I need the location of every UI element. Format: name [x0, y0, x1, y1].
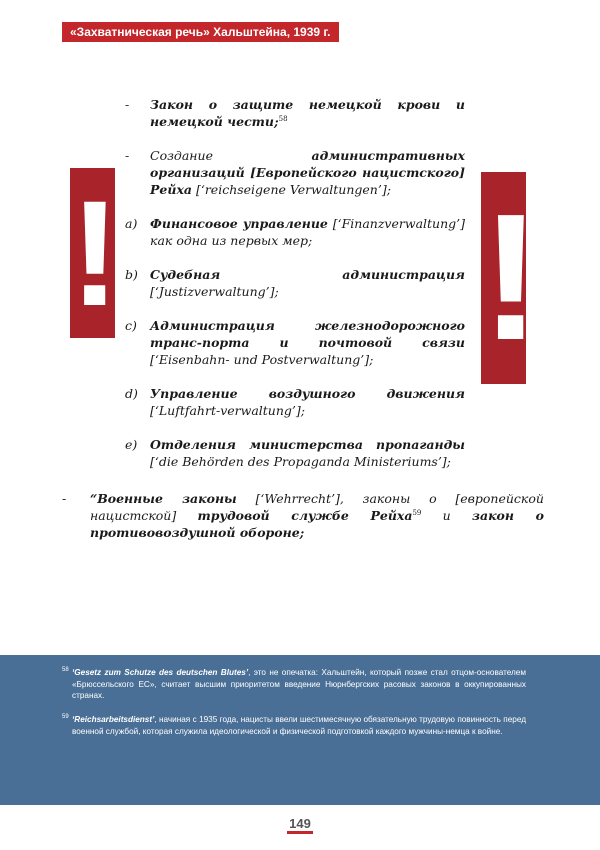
list-item-military-laws [62, 490, 544, 541]
chapter-header: «Захватническая речь» Хальштейна, 1939 г. [62, 22, 339, 42]
list-item [120, 215, 465, 249]
footnote-ref[interactable]: 59 [412, 508, 422, 517]
list-item [120, 436, 465, 470]
list-item [120, 96, 465, 130]
list-text: и [421, 508, 472, 523]
list-item [120, 385, 465, 419]
footnote-number: 59 [62, 714, 69, 720]
list-text: [‘Wehrrecht’], законы о [европейской нацистской] [90, 491, 544, 523]
footnote-number: 58 [62, 667, 69, 673]
exclamation-icon-right: ! [481, 172, 526, 384]
list-text: Управление воздушного движения [150, 386, 465, 401]
list-item [120, 317, 465, 368]
list-marker: d) [125, 386, 138, 401]
list-text: “Военные законы [90, 491, 237, 506]
list-text: Судебная администрация [150, 267, 465, 282]
list-marker: - [62, 491, 67, 506]
list [120, 96, 465, 487]
footnote-text: , начиная с 1935 года, нацисты ввели шестимесячную обязательную трудовую повинность перед военной службой, которая служила идеологической и физической подготовкой каждого мужчины-немца к войне. [72, 715, 526, 736]
footnotes-panel [0, 655, 600, 805]
list-text: [‘die Behörden des Propaganda Ministeriums’]; [150, 454, 451, 469]
list-marker: c) [125, 318, 137, 333]
exclamation-icon-left: ! [70, 169, 120, 337]
page-number [0, 816, 600, 831]
list-text: [‘Luftfahrt-verwaltung’]; [150, 403, 305, 418]
list-marker: b) [125, 267, 138, 282]
list-text: трудовой службе Рейха [197, 508, 413, 523]
footnote [62, 667, 526, 702]
footnote-term: ‘Reichsarbeitsdienst’ [72, 715, 155, 724]
footnote [62, 714, 526, 737]
list-marker: e) [125, 437, 138, 452]
list-item [120, 147, 465, 198]
list-marker: - [125, 97, 130, 112]
list-text: Создание [150, 148, 312, 163]
list-text: [‘Justizverwaltung’]; [150, 284, 279, 299]
list-text: [‘reichseigene Verwaltungen’]; [192, 182, 391, 197]
footnote-term: ‘Gesetz zum Schutze des deutschen Blutes’ [72, 668, 249, 677]
list-text: Отделения министерства пропаганды [150, 437, 465, 452]
list-text: Закон о защите немецкой крови и немецкой чести; [150, 97, 465, 129]
list-text: Администрация железнодорожного транс-порта и почтовой связи [150, 318, 465, 350]
list-text: [‘Eisenbahn- und Postverwaltung’]; [150, 352, 374, 367]
list-text: Финансовое управление [150, 216, 328, 231]
list-text: административных организаций [Европейского нацистского] Рейха [150, 148, 465, 197]
list-text: закон о противовоздушной обороне; [90, 508, 544, 540]
list-marker: a) [125, 216, 138, 231]
list-marker: - [125, 148, 130, 163]
list-text: [‘Finanzverwaltung’] как одна из первых мер; [150, 216, 465, 248]
page-number-text: 149 [287, 816, 313, 834]
footnote-ref[interactable]: 58 [278, 114, 288, 123]
list-item [120, 266, 465, 300]
footnote-text: , это не опечатка: Хальштейн, который позже стал отцом-основателем «Брюссельского ЕС», считает высшим приоритетом введение Нюрнбергских расовых законов в оккупированных странах. [72, 668, 526, 700]
